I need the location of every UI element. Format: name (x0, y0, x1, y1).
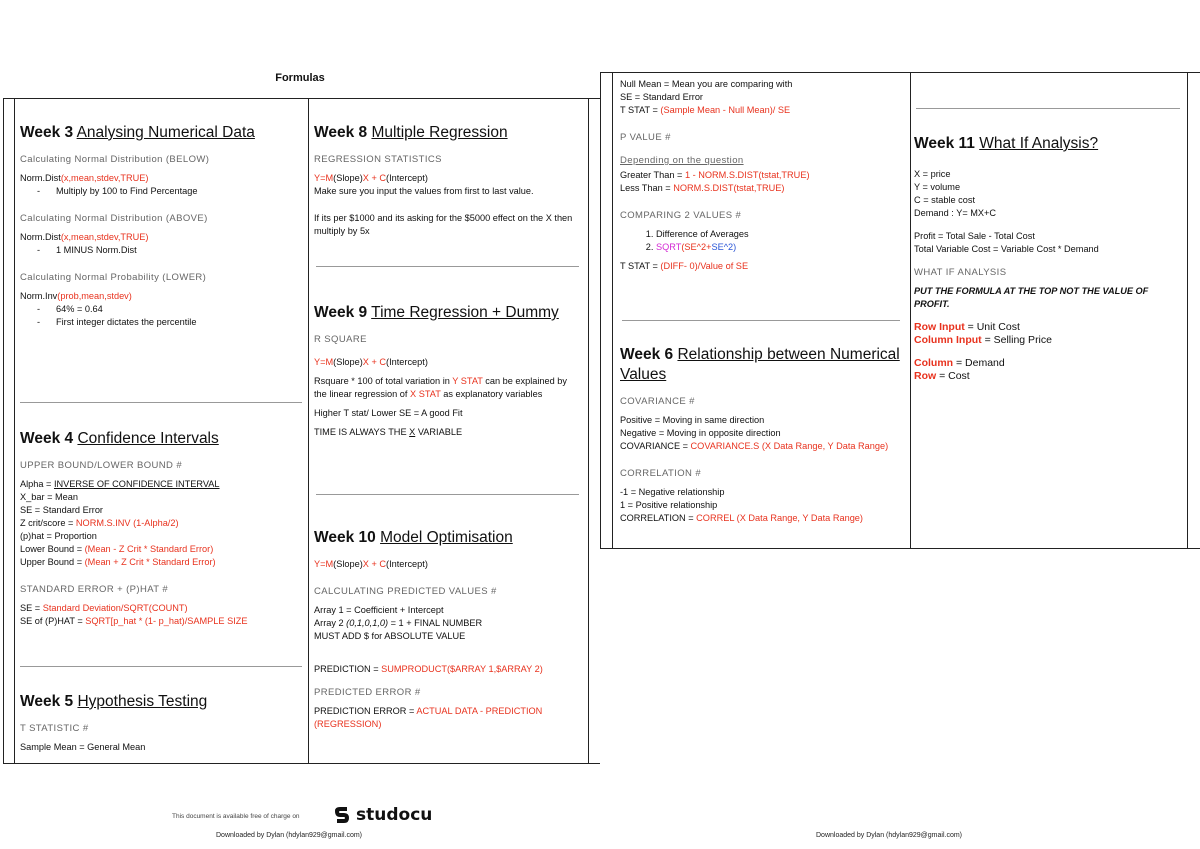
column-divider (308, 98, 309, 764)
table-top-border (3, 98, 600, 99)
download-note: Downloaded by Dylan (hdylan929@gmail.com) (816, 832, 963, 839)
week6-heading: Week 6 Relationship between Numerical Values (620, 346, 900, 383)
download-note: Downloaded by Dylan (hdylan929@gmail.com) (216, 832, 363, 839)
equation-line: Y=M(Slope)X + C(Intercept) (314, 357, 428, 367)
column-weeks-3-5 (20, 123, 302, 329)
text-line: If its per $1000 and its asking for the $5000 effect on the X then multiply by 5x (314, 213, 573, 236)
column-divider-right (910, 72, 911, 549)
text-line: Array 2 (0,1,0,1,0) = 1 + FINAL NUMBER (314, 618, 483, 628)
week5-block (20, 692, 302, 754)
equation-line: Y=M(Slope)X + C(Intercept) (314, 559, 428, 569)
text-line: 1 = Positive relationship (620, 500, 718, 510)
text-line: X_bar = Mean (20, 492, 78, 502)
table-left-border-right (600, 72, 601, 549)
text-line: Row = Cost (914, 370, 970, 382)
table-left-inner-border-right (612, 72, 613, 549)
equation-line: Y=M(Slope)X + C(Intercept) (314, 173, 428, 183)
list-item: - 1 MINUS Norm.Dist (56, 244, 302, 257)
section-label: P VALUE # (620, 132, 671, 143)
section-label: REGRESSION STATISTICS (314, 154, 442, 165)
week4-block (20, 429, 302, 628)
section-label: Depending on the question (620, 155, 744, 166)
divider (20, 402, 302, 403)
section-label: WHAT IF ANALYSIS (914, 267, 1007, 278)
text-line: Total Variable Cost = Variable Cost * Demand (914, 244, 1099, 254)
divider (20, 666, 302, 667)
top-continuation (620, 78, 904, 273)
text-line: Profit = Total Sale - Total Cost (914, 231, 1035, 241)
text-line: COVARIANCE = COVARIANCE.S (X Data Range, Y Data Range) (620, 441, 889, 451)
section-label: UPPER BOUND/LOWER BOUND # (20, 460, 183, 471)
divider (316, 494, 579, 495)
table-right-inner-border (588, 98, 589, 764)
page-title: Formulas (275, 72, 325, 84)
text-line: Greater Than = 1 - NORM.S.DIST(tstat,TRUE) (620, 170, 810, 180)
divider (316, 266, 579, 267)
text-line: CORRELATION = CORREL (X Data Range, Y Data Range) (620, 513, 863, 523)
section-label: Calculating Normal Distribution (BELOW) (20, 154, 210, 165)
text-line: SE = Standard Error (620, 92, 703, 102)
formula-line: Norm.Dist(x,mean,stdev,TRUE) (20, 173, 149, 183)
table-bottom-border (3, 763, 600, 764)
studocu-logo-icon[interactable] (331, 805, 353, 827)
text-line: Row Input = Unit Cost (914, 321, 1020, 333)
text-line: PREDICTION ERROR = ACTUAL DATA - PREDICTION (REGRESSION) (314, 706, 543, 729)
text-line: PREDICTION = SUMPRODUCT($ARRAY 1,$ARRAY 2) (314, 664, 543, 674)
text-line: Column = Demand (914, 357, 1005, 369)
formula-line: Norm.Dist(x,mean,stdev,TRUE) (20, 232, 149, 242)
list-item: 1. Difference of Averages (656, 228, 904, 241)
text-line: Demand : Y= MX+C (914, 208, 997, 218)
section-label: CALCULATING PREDICTED VALUES # (314, 586, 497, 597)
text-line: SE of (P)HAT = SQRT[p_hat * (1- p_hat)/SAMPLE SIZE (20, 616, 248, 626)
week8-heading: Week 8 Multiple Regression (314, 124, 508, 141)
text-line: Less Than = NORM.S.DIST(tstat,TRUE) (620, 183, 785, 193)
section-label: Calculating Normal Distribution (ABOVE) (20, 213, 208, 224)
list-item: - 64% = 0.64 (56, 303, 302, 316)
text-line: Sample Mean = General Mean (20, 742, 146, 752)
divider (916, 108, 1180, 109)
list-item: - First integer dictates the percentile (56, 316, 302, 329)
week5-heading: Week 5 Hypothesis Testing (20, 693, 208, 710)
section-label: CORRELATION # (620, 468, 702, 479)
text-line: Column Input = Selling Price (914, 334, 1052, 346)
text-line: Array 1 = Coefficient + Intercept (314, 605, 444, 615)
week9-block (314, 303, 582, 439)
table-top-border-right (600, 72, 1200, 73)
text-line: SE = Standard Deviation/SQRT(COUNT) (20, 603, 188, 613)
week9-heading: Week 9 Time Regression + Dummy (314, 304, 559, 321)
text-line: Negative = Moving in opposite direction (620, 428, 781, 438)
section-label: COMPARING 2 VALUES # (620, 210, 742, 221)
text-line: Make sure you input the values from first to last value. (314, 186, 534, 196)
text-line: MUST ADD $ for ABSOLUTE VALUE (314, 631, 466, 641)
text-line: SE = Standard Error (20, 505, 103, 515)
text-line: TIME IS ALWAYS THE X VARIABLE (314, 427, 463, 437)
table-bottom-border-right (600, 548, 1200, 549)
text-line: Null Mean = Mean you are comparing with (620, 79, 793, 89)
studocu-brand[interactable]: studocu (356, 805, 433, 825)
text-line: X = price (914, 169, 951, 179)
text-line: (p)hat = Proportion (20, 531, 97, 541)
week11-heading: Week 11 What If Analysis? (914, 135, 1099, 152)
formula-line: Norm.Inv(prob,mean,stdev) (20, 291, 132, 301)
text-line: Positive = Moving in same direction (620, 415, 765, 425)
text-line: Rsquare * 100 of total variation in Y STAT can be explained by the linear regression of X STAT as explanatory variables (314, 376, 567, 399)
text-line: PUT THE FORMULA AT THE TOP NOT THE VALUE OF PROFIT. (914, 286, 1149, 309)
week4-heading: Week 4 Confidence Intervals (20, 430, 219, 447)
section-label: R SQUARE (314, 334, 367, 345)
text-line: Z crit/score = NORM.S.INV (1-Alpha/2) (20, 518, 179, 528)
text-line: Y = volume (914, 182, 961, 192)
text-line: Upper Bound = (Mean + Z Crit * Standard Error) (20, 557, 216, 567)
table-left-border (3, 98, 4, 764)
text-line: -1 = Negative relationship (620, 487, 725, 497)
week8-block (314, 123, 582, 238)
week6-block (620, 345, 904, 525)
text-line: T STAT = (DIFF- 0)/Value of SE (620, 261, 749, 271)
week3-heading: Week 3 Analysing Numerical Data (20, 124, 255, 141)
section-label: Calculating Normal Probability (LOWER) (20, 272, 207, 283)
table-right-inner-border-right (1187, 72, 1188, 549)
week11-block (914, 134, 1182, 383)
section-label: PREDICTED ERROR # (314, 687, 421, 698)
footer-availability: This document is available free of charge on (172, 813, 300, 820)
text-line: T STAT = (Sample Mean - Null Mean)/ SE (620, 105, 791, 115)
section-label: COVARIANCE # (620, 396, 695, 407)
text-line: C = stable cost (914, 195, 976, 205)
week10-block (314, 528, 582, 731)
list-item: 2. SQRT(SE^2+SE^2) (656, 241, 904, 254)
list-item: - Multiply by 100 to Find Percentage (56, 185, 302, 198)
section-label: T STATISTIC # (20, 723, 89, 734)
table-left-inner-border (14, 98, 15, 764)
text-line: Higher T stat/ Lower SE = A good Fit (314, 408, 463, 418)
section-label: STANDARD ERROR + (P)HAT # (20, 584, 169, 595)
divider (622, 320, 900, 321)
text-line: Lower Bound = (Mean - Z Crit * Standard Error) (20, 544, 214, 554)
text-line: Alpha = INVERSE OF CONFIDENCE INTERVAL (20, 479, 220, 489)
week10-heading: Week 10 Model Optimisation (314, 529, 513, 546)
